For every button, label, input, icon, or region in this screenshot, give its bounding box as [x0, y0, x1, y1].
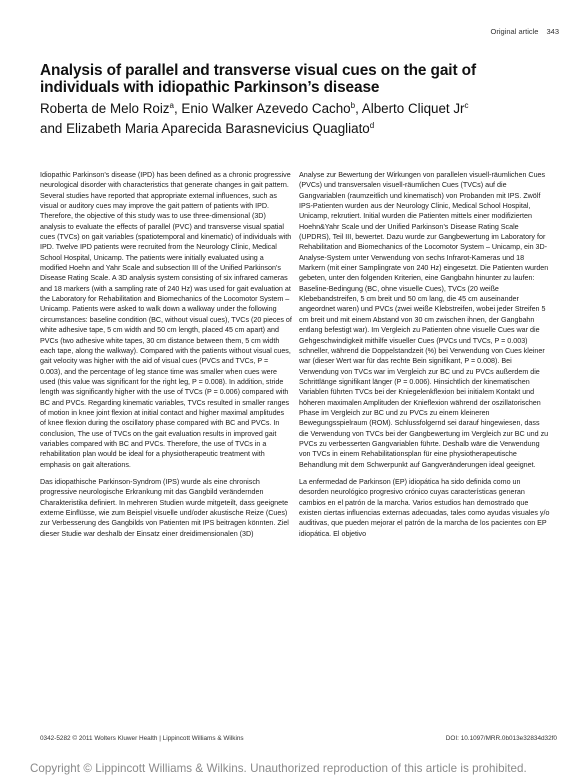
affiliation-mark: c [464, 101, 469, 110]
article-title: Analysis of parallel and transverse visual cues on the gait of individuals with idiopathic Parkinson’s disease [40, 62, 477, 96]
copyright-notice: Copyright © Lippincott Williams & Wilkins. Unauthorized reproduction of this article is prohibited. [30, 762, 527, 775]
author-name: Elizabeth Maria Aparecida Barasnevicius Quagliato [66, 121, 370, 136]
running-head [491, 27, 559, 36]
doi-footer: DOI: 10.1097/MRR.0b013e32834d32f0 [445, 735, 557, 742]
journal-footer: 0342-5282 © 2011 Wolters Kluwer Health | Lippincott Williams & Wilkins [40, 735, 244, 742]
abstract-german-start: Das idiopathische Parkinson-Syndrom (IPS) wurde als eine chronisch progressive neurologische Erkrankung mit das Gangbild verändernden Charakteristika definiert. In mehreren Studien wurde mitgeteilt, dass geeignete externe Einflüsse, wie zum Beispiel visuelle und/oder akustische Reize (Cues) zur Verbesserung des Gangbilds von Patienten mit IPS beitragen könnten. Ziel dieser Studie war deshalb der Einsatz einer dreidimensionalen (3D) [40, 477, 289, 538]
right-column [299, 170, 551, 539]
running-head-label: Original article [490, 27, 539, 36]
affiliation-mark: d [369, 121, 375, 130]
left-column [40, 170, 292, 539]
abstract-english: Idiopathic Parkinson’s disease (IPD) has been defined as a chronic progressive neurological disorder with characteristics that generate changes in gait pattern. Several studies have reported that appropriate external influences, such as visual or auditory cues may improve the gait pattern of patients with IPD. Therefore, the objective of this study was to use three-dimensional (3D) analysis to evaluate the effects of parallel (PVC) and transverse visual spatial cues (TVCs) on gait variables (spatiotemporal and kinematic) of individuals with IPD. Twelve IPD patients were recruited from the Neurology Clinic, Medical School Hospital, Unicamp. The patients were initially evaluated using a modified Hoehn and Yahr Scale and subsection III of the Unified Parkinson’s Disease Rating Scale. A 3D analysis system consisting of six infrared cameras and 18 markers (with a sampling rate of 240 Hz) was used for gait evaluation at the Laboratory for Rehabilitation and Biomechanics of the Locomotor System – Unicamp. Patients were asked to walk down a walkway under the following circumstances: baseline condition (BC, without visual cues), TVCs (20 pieces of white adhesive tape, 5 cm width and 50 cm length, placed 45 cm apart) and PVCs (two adhesive white tapes, 30 cm distance between them, 5 cm width each tape, along the walkway). Compared with the patients without visual cues, gait velocity was higher with the aid of visual cues (PVCs and TVCs, P = 0.003), and the percentage of leg stance time was smaller when cues were used (this value was significant for the right leg, P = 0.008). In addition, stride length was significantly higher with the use of TVCs (P = 0.006) compared with BC and PVCs. Regarding kinematic variables, TVCs resulted in smaller ranges of motion in knee joint flexion at initial contact and higher maximal amplitudes of knee flexion during the oscillatory phase compared with BC and PVCs. In conclusion, The use of TVCs on the gait evaluation results in improved gait variables compared with BC and PVCs. Therefore, the use of TVCs in a rehabilitation plan would be ideal for a physiotherapeutic treatment with emphasis on gait alterations. [40, 171, 292, 469]
affiliation-mark: b [350, 101, 356, 110]
author-list: Roberta de Melo Roiz$^a$, Enio Walker Azevedo Cacho$^b$, Alberto Cliquet Jr$^c$ and Elizabeth Maria Aparecida Barasnevicius Quagliato$^d$ [40, 101, 469, 136]
author-name: Roberta de Melo Roiz [40, 101, 170, 116]
affiliation-mark: a [169, 101, 174, 110]
page-number: 343 [546, 27, 559, 36]
author-name: Alberto Cliquet Jr [361, 101, 465, 116]
abstract-german-continued: Analyse zur Bewertung der Wirkungen von parallelen visuell-räumlichen Cues (PVCs) und transversalen visuell-räumlichen Cues (TVCs) auf die Gangvariablen (raumzeitlich und kinematisch) von Probanden mit IPS. Zwölf IPS-Patienten wurden aus der Neurology Clinic, Medical School Hospital, Unicamp, rekrutiert. Initial wurden die Patienten mittels einer modifizierten Hoehn&Yahr Scale und der Unified Parkinson’s Disease Rating Scale (UPDRS), Teil III, bewertet. Dazu wurde zur Gangbewertung im Laboratory for Rehabilitation and Biomechanics of the Locomotor System – Unicamp, ein 3D-Analyse-System unter Verwendung von sechs Infrarot-Kameras und 18 Markern (mit einer Samplingrate von 240 Hz) eingesetzt. Die Patienten wurden gebeten, unter den folgenden Kriterien, eine Gangbahn hinunter zu laufen: Baseline-Bedingung (BC, ohne visuelle Cues), TVCs (20 weiße Klebebandstreifen, 5 cm breit und 50 cm lang, die 45 cm auseinander angeordnet waren) und PVCs (zwei weiße Klebstreifen, wobei jeder Streifen 5 cm breit und mit einem Abstand von 30 cm zwischen ihnen, der Gangbahn entlang befestigt war). Im Vergleich zu Patienten ohne visuelle Cues war die Gehgeschwindigkeit mithilfe visueller Cues (PVCs und TVCs, P = 0.003) schneller, während die Doppelstandzeit (%) bei Verwendung von Cues kleiner war (dieser Wert war für das rechte Bein signifikant, P = 0.008). Bei Verwendung von TVCs war im Vergleich zur BC und zu PVCs außerdem die Schrittlänge signifikant länger (P = 0.006). Hinsichtlich der kinematischen Variablen führten TVCs bei der Kniegelenkflexion bei initialem Kontakt und höheren maximalen Amplituden der Knieflexion während der oszillatorischen Phase im Vergleich zur BC und zu PVCs zu einem kleineren Bewegungsspielraum (ROM). Schlussfolgernd sei darauf hingewiesen, dass die Verwendung von TVCs bei der Gangbewertung im Vergleich zur BC und zu PVCs zu verbesserten Gangvariablen führte. Deshalb wäre die Verwendung von TVCs in einem Rehabilitationsplan für eine physiotherapeutische Behandlung mit dem Schwerpunkt auf Gangveränderungen ideal geeignet. [299, 171, 549, 469]
author-name: Enio Walker Azevedo Cacho [181, 101, 351, 116]
abstract-spanish: La enfermedad de Parkinson (EP) idiopática ha sido definida como un desorden neurológico progresivo crónico cuyas características generan cambios en el patrón de la marcha. Varios estudios han demostrado que existen ciertas influencias externas adecuadas, tales como ayudas visuales y/o auditivas, que pueden mejorar el patrón de la marcha de los pacientes con EP idiopática. El objetivo [299, 477, 550, 538]
